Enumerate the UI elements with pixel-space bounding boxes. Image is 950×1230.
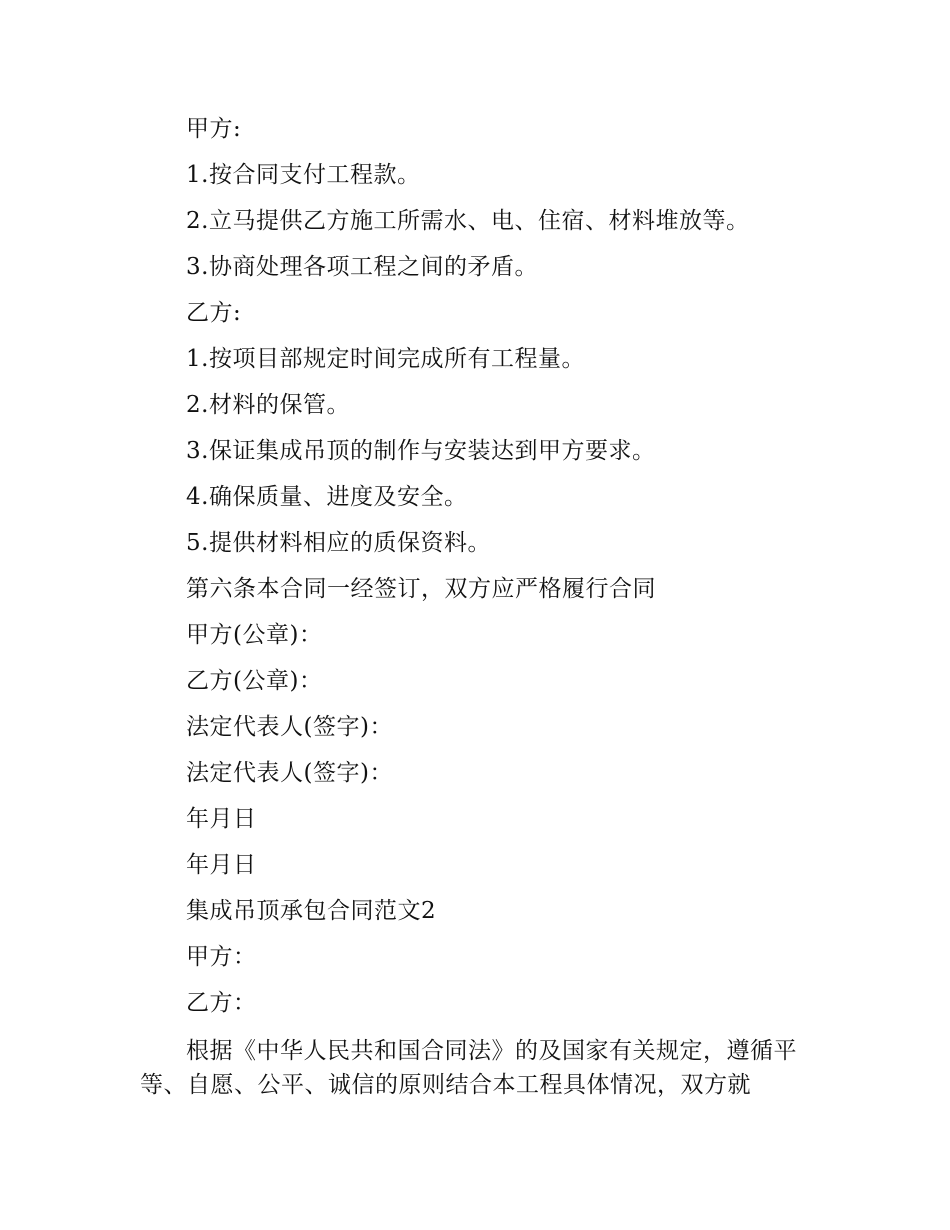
party-b-duty-5: 5.提供材料相应的质保资料。 <box>186 530 491 556</box>
section-title: 集成吊顶承包合同范文2 <box>186 898 437 924</box>
intro-paragraph-text: 根据《中华人民共和国合同法》的及国家有关规定，遵循平等、自愿、公平、诚信的原则结合本工程具体情况，双方就 <box>140 1038 797 1098</box>
party-b-duty-3: 3.保证集成吊顶的制作与安装达到甲方要求。 <box>186 438 656 464</box>
party-a-heading: 甲方: <box>186 116 242 142</box>
legal-rep-signature-b: 法定代表人(签字)： <box>186 760 393 786</box>
party-b-duty-2: 2.材料的保管。 <box>186 392 350 418</box>
party-a-duty-2: 2.立马提供乙方施工所需水、电、住宿、材料堆放等。 <box>186 208 750 234</box>
legal-rep-signature-a: 法定代表人(签字)： <box>186 714 393 740</box>
party-b-duty-4: 4.确保质量、进度及安全。 <box>186 484 468 510</box>
date-a: 年月日 <box>186 806 257 832</box>
party-a-duty-3: 3.协商处理各项工程之间的矛盾。 <box>186 254 538 280</box>
party-a-seal: 甲方(公章)： <box>186 622 323 648</box>
party-a-label: 甲方： <box>186 944 257 970</box>
party-b-seal: 乙方(公章)： <box>186 668 323 694</box>
article-six: 第六条本合同一经签订，双方应严格履行合同 <box>186 576 656 602</box>
intro-paragraph <box>140 1034 812 1102</box>
party-b-duty-1: 1.按项目部规定时间完成所有工程量。 <box>186 346 585 372</box>
party-b-heading: 乙方: <box>186 300 242 326</box>
party-a-duty-1: 1.按合同支付工程款。 <box>186 162 421 188</box>
party-b-label: 乙方： <box>186 990 257 1016</box>
date-b: 年月日 <box>186 852 257 878</box>
